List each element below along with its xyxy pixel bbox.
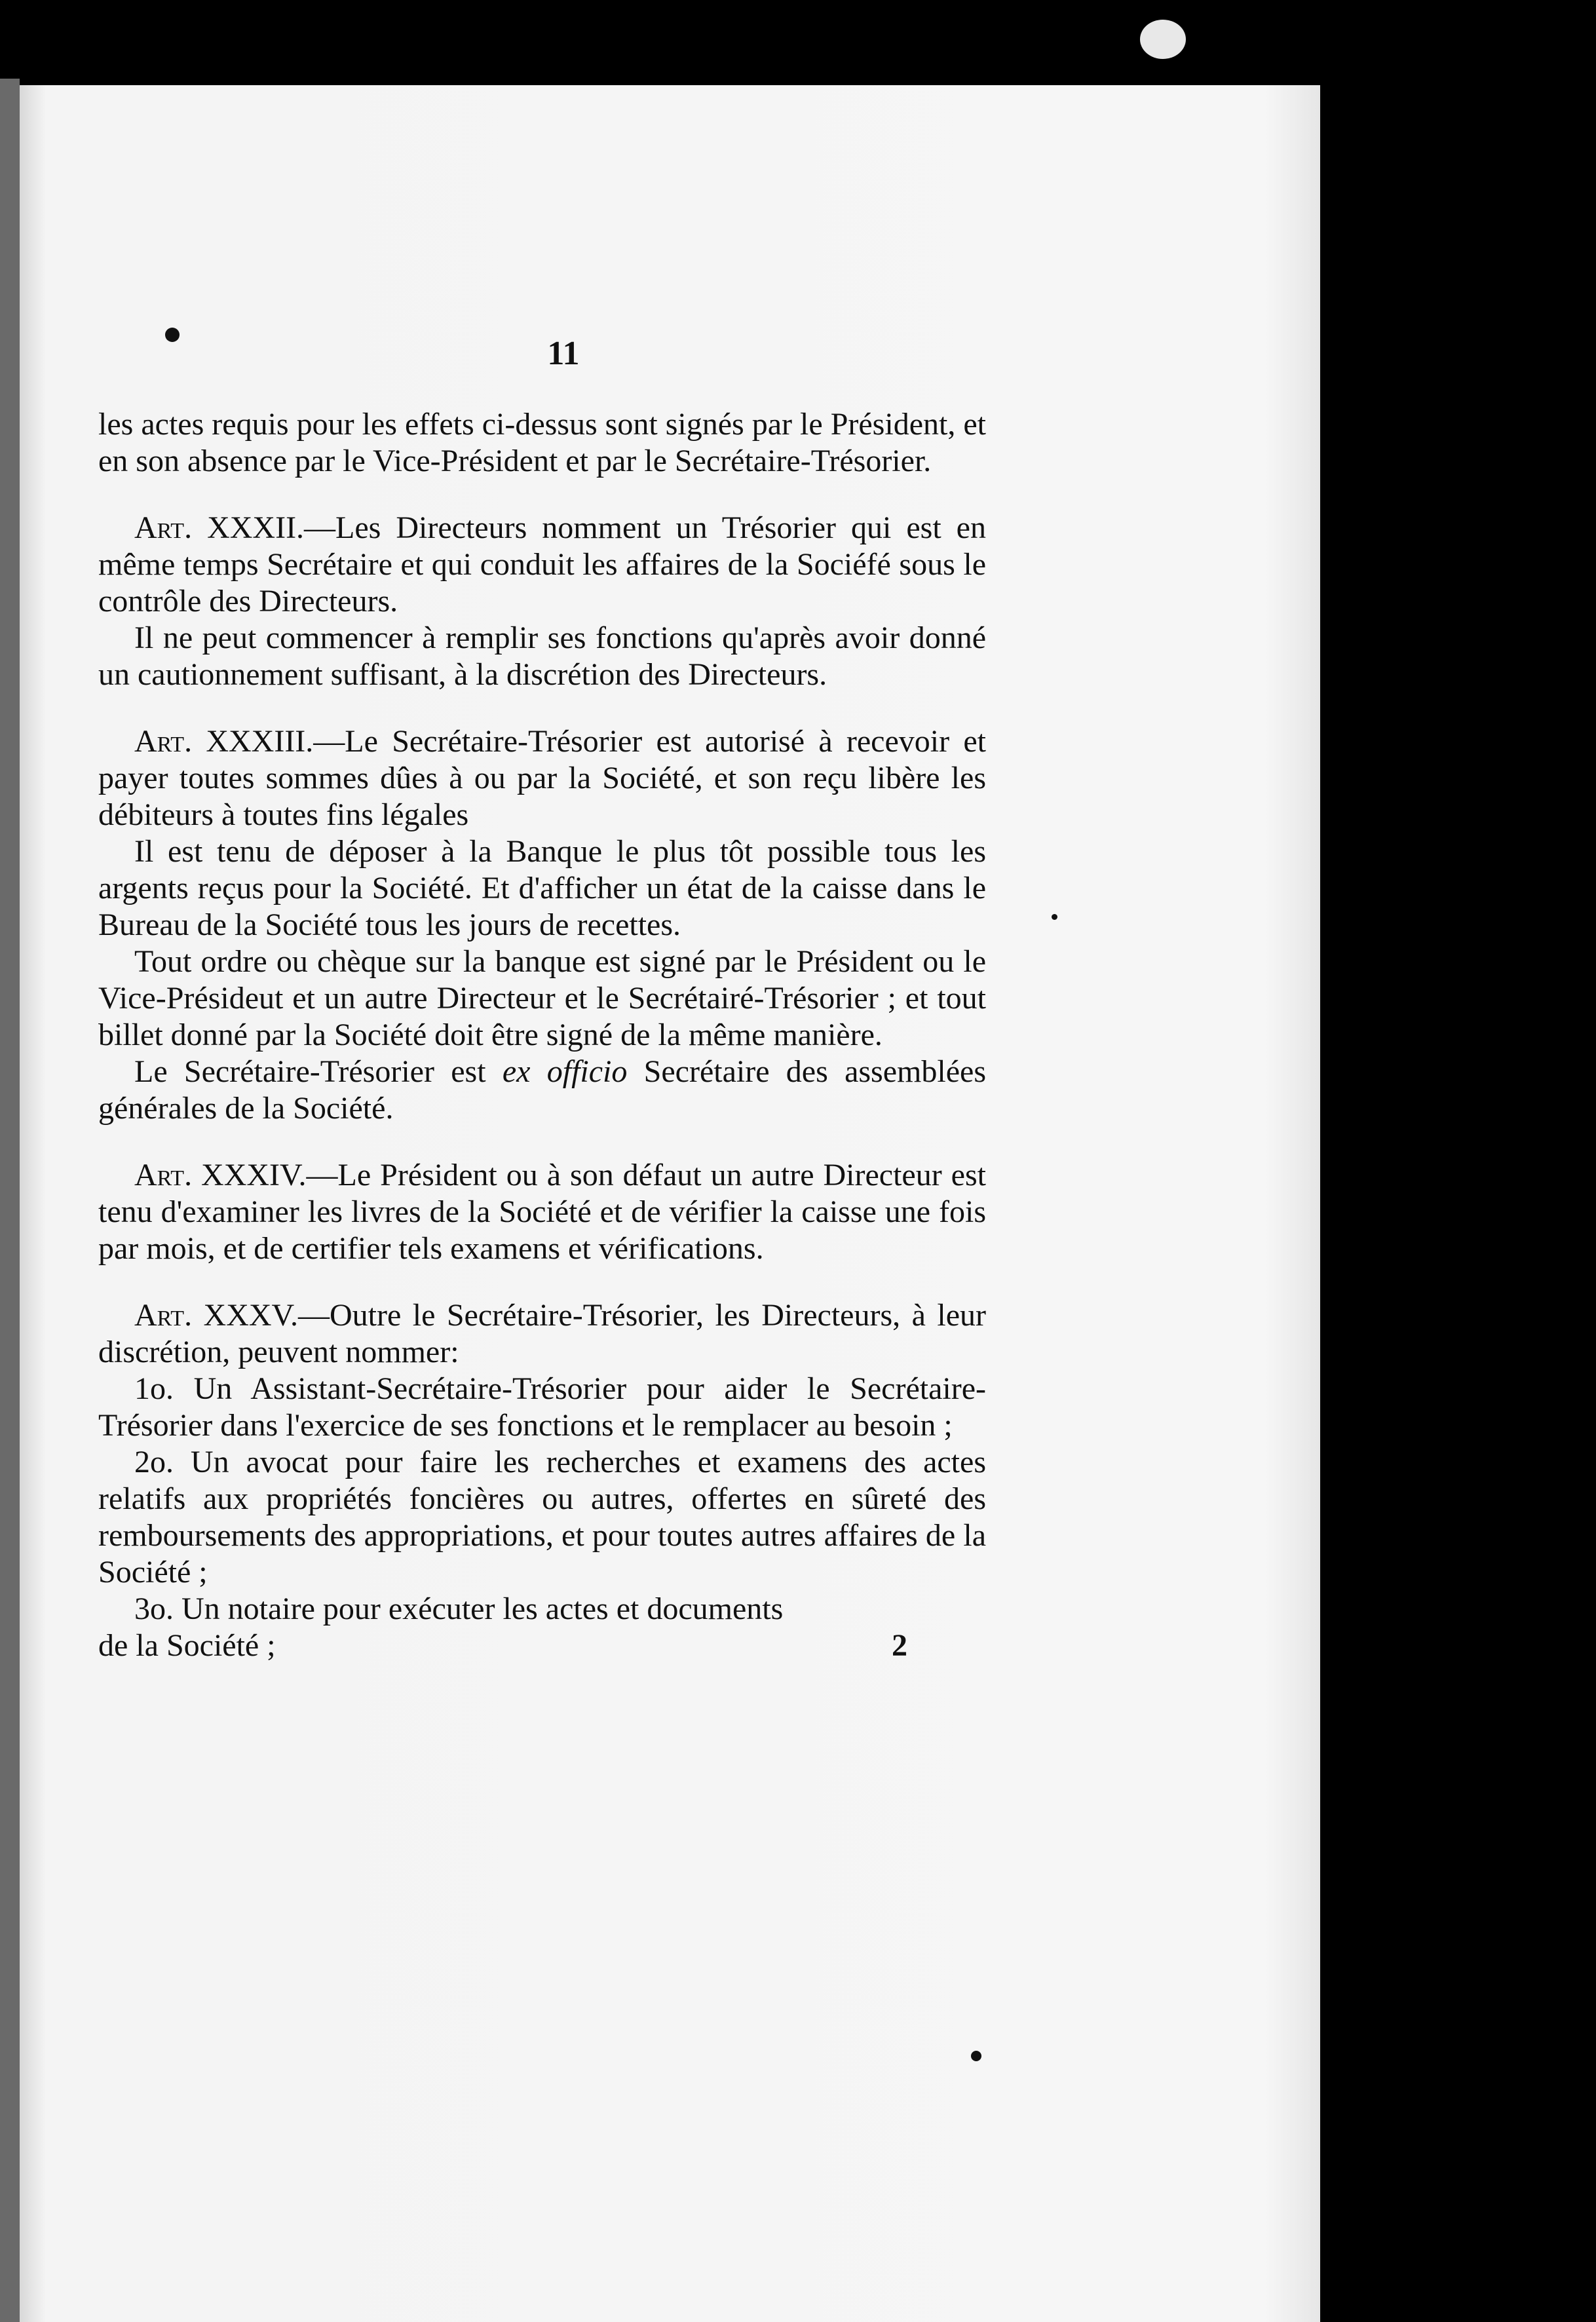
article-35-item-3: [98, 1591, 986, 1627]
paragraph-text: les actes requis pour les effets ci-dessus sont signés par le Président, et en son absence par le Vice-Président et par le Secrétaire-Trésorier.: [98, 407, 986, 478]
paragraph-text: Secrétaire des assemblées générales de la Société.: [98, 1054, 987, 1126]
article-35-item-2: [98, 1444, 986, 1591]
paragraph-text: Il est tenu de déposer à la Banque le plus tôt possible tous les argents reçus pour la Société. Et d'afficher un état de la caisse dans le Bureau de la Société tous les jours de recettes.: [98, 834, 986, 942]
article-33: [98, 723, 986, 833]
paragraph-text: 2o. Un avocat pour faire les recherches et examens des actes relatifs aux propriétés foncières ou autres, offertes en sûreté des remboursements des appropriations, et pour toutes autres affaires de la Société ;: [98, 1445, 986, 1589]
paragraph-text: Le Secrétaire-Trésorier est: [134, 1054, 503, 1089]
paragraph-text: 3o. Un notaire pour exécuter les actes et documents: [134, 1591, 784, 1626]
article-33-para-3: [98, 943, 986, 1054]
article-label: Art. XXXIII.: [134, 724, 314, 759]
article-35: [98, 1297, 986, 1371]
paragraph-text: de la Société ;: [98, 1628, 276, 1663]
paragraph-text: —Le Secrétaire-Trésorier est autorisé à recevoir et payer toutes sommes dûes à ou par la Société, et son reçu libère les débiteurs à toutes fins légales: [98, 724, 987, 832]
body-text: [98, 406, 986, 1664]
paragraph-text: —Le Président ou à son défaut un autre Directeur est tenu d'examiner les livres de la Société et de vérifier la caisse une fois par mois, et de certifier tels examens et vérifications.: [98, 1158, 986, 1266]
last-line: [98, 1627, 986, 1664]
latin-phrase: ex officio: [502, 1054, 628, 1089]
paragraph-text: —Les Directeurs nomment un Trésorier qui est en même temps Secrétaire et qui conduit les affaires de la Sociéfé sous le contrôle des Directeurs.: [98, 510, 986, 619]
ink-speck: [971, 2051, 981, 2061]
paragraph-text: Tout ordre ou chèque sur la banque est signé par le Président ou le Vice-Présideut et un autre Directeur et le Secrétairé-Trésorier ; et tout billet donné par la Société doit être signé de la même manière.: [98, 944, 986, 1052]
page-number: 11: [547, 335, 580, 372]
article-32: [98, 510, 986, 620]
ink-speck: [1052, 914, 1057, 920]
article-label: Art. XXXV.: [134, 1298, 298, 1333]
signature-mark: 2: [892, 1628, 907, 1663]
film-speck: [1140, 20, 1186, 59]
article-32-para-2: [98, 620, 986, 693]
paragraph-text: —Outre le Secrétaire-Trésorier, les Directeurs, à leur discrétion, peuvent nommer:: [98, 1298, 986, 1369]
article-34: [98, 1157, 986, 1267]
paragraph-text: Il ne peut commencer à remplir ses fonctions qu'après avoir donné un cautionnement suffisant, à la discrétion des Directeurs.: [98, 620, 986, 692]
paragraph-text: 1o. Un Assistant-Secrétaire-Trésorier pour aider le Secrétaire-Trésorier dans l'exercice de ses fonctions et le remplacer au besoin ;: [98, 1371, 986, 1443]
article-label: Art. XXXII.: [134, 510, 305, 545]
document-page: [20, 85, 1320, 2322]
left-film-edge: [0, 79, 20, 2322]
article-35-item-1: [98, 1371, 986, 1444]
article-label: Art. XXXIV.: [134, 1158, 307, 1192]
article-33-para-2: [98, 833, 986, 943]
article-33-para-4: [98, 1054, 986, 1127]
paragraph-continuation: [98, 406, 986, 480]
ink-speck: [165, 328, 180, 342]
